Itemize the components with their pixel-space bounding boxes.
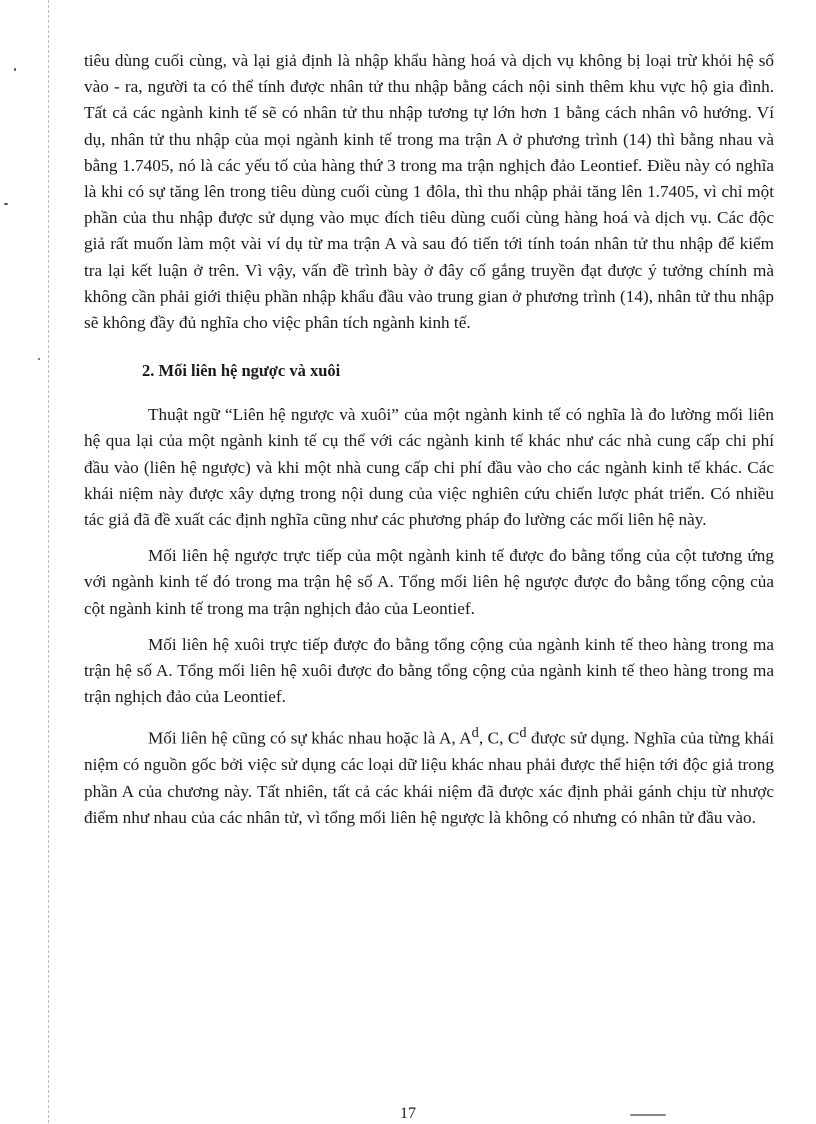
paragraph-text: được sử dụng. Nghĩa của từng khái niệm có nguồn gốc bởi việc sử dụng các loại dữ liệu khác nhau phải được thể hiện tới độc giả trong phần A của chương này. Tất nhiên, tất cả các khái niệm đã được xác định phải gánh chịu từ nhược điểm như nhau của các nhân tử, vì tổng mối liên hệ ngược là không có nhưng có nhân tử đầu vào. [84,729,774,827]
scan-artifact-mark [14,68,16,71]
scan-artifact-mark [4,203,8,205]
paragraph-backward-linkage: Mối liên hệ ngược trực tiếp của một ngành kinh tế được đo bằng tổng của cột tương ứng với ngành kinh tế đó trong ma trận hệ số A. Tổng mối liên hệ ngược được đo bằng tổng cộng của cột ngành kinh tế trong ma trận nghịch đảo của Leontief. [84,546,774,618]
document-page [84,48,774,831]
paragraph-income-multiplier: tiêu dùng cuối cùng, và lại giả định là nhập khẩu hàng hoá và dịch vụ không bị loại trừ khỏi hệ số vào - ra, người ta có thể tính được nhân tử thu nhập bằng cách nội sinh thêm khu vực hộ gia đình. Tất cả các ngành kinh tế sẽ có nhân tử thu nhập tương tự lớn hơn 1 bằng cách nhân vô hướng. Ví dụ, nhân tử thu nhập của mọi ngành kinh tế trong ma trận A ở phương trình (14) thì bằng nhau và bằng 1.7405, nó là các yếu tố của hàng thứ 3 trong ma trận nghịch đảo Leontief. Điều này có nghĩa là khi có sự tăng lên trong tiêu dùng cuối cùng 1 đôla, thì thu nhập phải tăng lên 1.7405, vì chỉ một phần của thu nhập được sử dụng vào mục đích tiêu dùng cuối cùng hàng hoá và dịch vụ. Các độc giả rất muốn làm một vài ví dụ từ ma trận A và sau đó tiến tới tính toán nhân tử thu nhập để kiểm tra lại kết luận ở trên. Vì vậy, vấn đề trình bày ở đây cố gắng truyền đạt được ý tưởng chính mà không cần phải giới thiệu phần nhập khẩu đầu vào trung gian ở phương trình (14), nhân tử thu nhập sẽ không đầy đủ nghĩa cho việc phân tích ngành kinh tế. [84,51,774,333]
binding-edge-line [48,0,49,1123]
paragraph-text: Mối liên hệ cũng có sự khác nhau hoặc là A, A [148,729,472,749]
paragraph-linkage-variants [84,720,774,831]
paragraph-linkage-definition: Thuật ngữ “Liên hệ ngược và xuôi” của một ngành kinh tế có nghĩa là đo lường mối liên hệ qua lại của một ngành kinh tế cụ thể với các ngành kinh tế khác như các nhà cung cấp chi phí đầu vào (liên hệ ngược) và khi một nhà cung cấp chi phí đầu vào cho các ngành kinh tế khác. Các khái niệm này được xây dựng trong nội dung của việc nghiên cứu chiến lược phát triển. Có nhiều tác giả đã đề xuất các định nghĩa cũng như các phương pháp đo lường các mối liên hệ này. [84,405,774,530]
paragraph-text: , C, C [478,729,520,749]
superscript-d: d [519,725,527,742]
superscript-d: d [471,725,479,742]
scan-artifact-mark [38,358,40,360]
paragraph-forward-linkage: Mối liên hệ xuôi trực tiếp được đo bằng tổng cộng của ngành kinh tế theo hàng trong ma trận hệ số A. Tổng mối liên hệ xuôi được đo bằng tổng cộng của ngành kinh tế theo hàng trong ma trận nghịch đảo của Leontief. [84,634,774,707]
section-heading: 2. Mối liên hệ ngược và xuôi [142,361,341,381]
page-number: 17 [400,1105,416,1122]
